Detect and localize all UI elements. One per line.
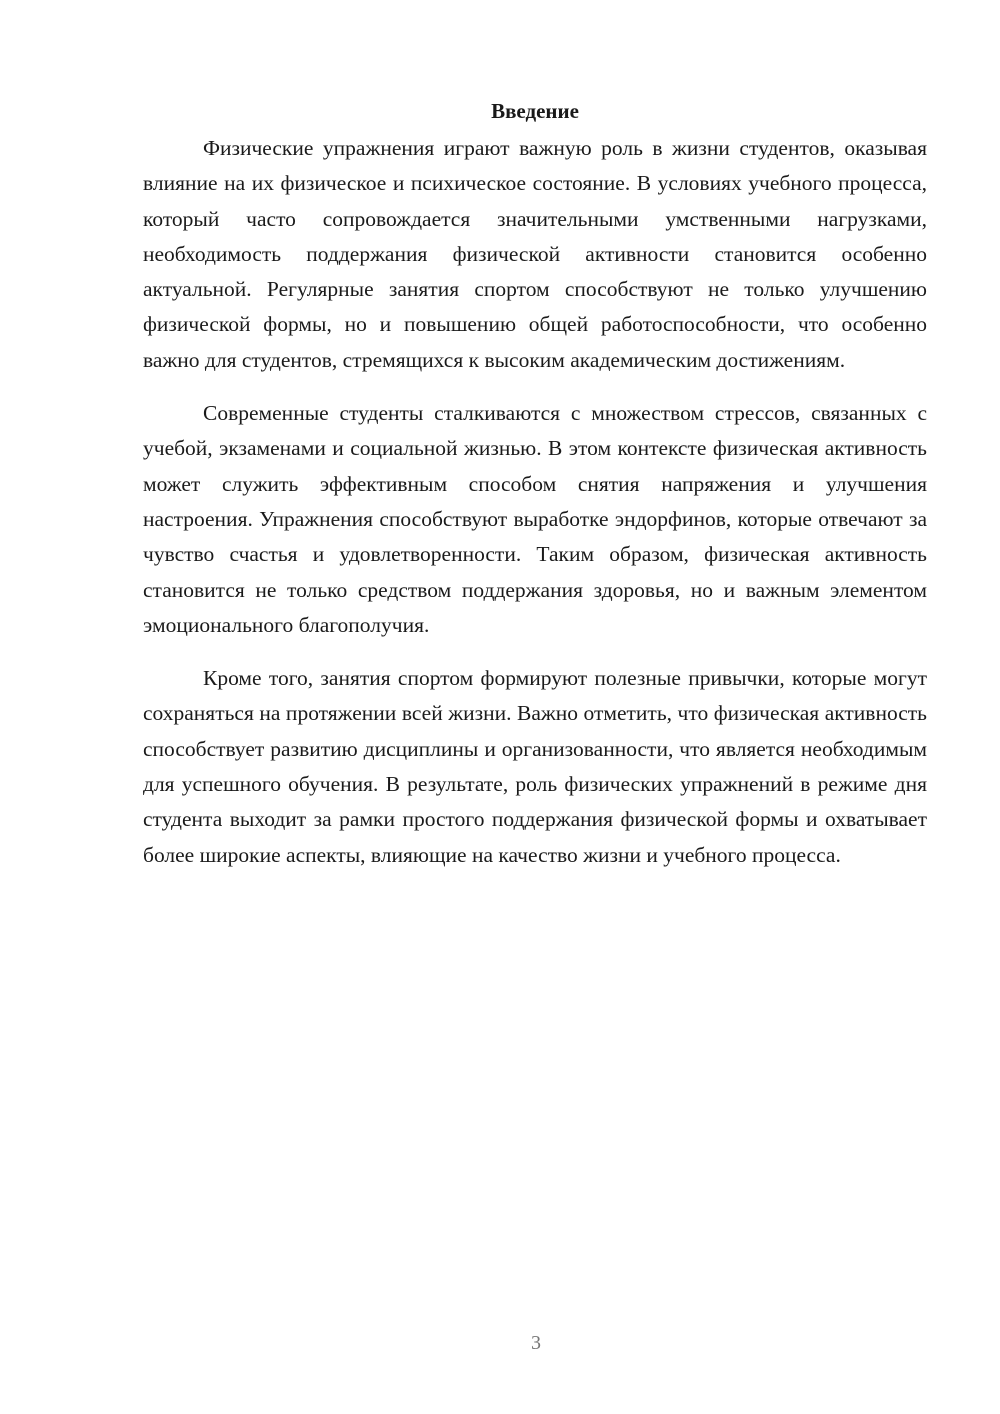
page-title <box>143 93 927 129</box>
paragraph-1: Физические упражнения играют важную роль в жизни студентов, оказывая влияние на их физическое и психическое состояние. В условиях учебного процесса, который часто сопровождается значительными умственными нагрузками, необходимость поддержания физической активности становится особенно актуальной. Регулярные занятия спортом способствуют не только улучшению физической формы, но и повышению общей работоспособности, что особенно важно для студентов, стремящихся к высоким академическим достижениям. <box>143 136 927 372</box>
paragraph-3: Кроме того, занятия спортом формируют полезные привычки, которые могут сохраняться на протяжении всей жизни. Важно отметить, что физическая активность способствует развитию дисциплины и организованности, что является необходимым для успешного обучения. В результате, роль физических упражнений в режиме дня студента выходит за рамки простого поддержания физической формы и охватывает более широкие аспекты, влияющие на качество жизни и учебного процесса. <box>143 666 927 867</box>
document-page <box>143 93 927 873</box>
paragraph-2: Современные студенты сталкиваются с множеством стрессов, связанных с учебой, экзаменами и социальной жизнью. В этом контексте физическая активность может служить эффективным способом снятия напряжения и улучшения настроения. Упражнения способствуют выработке эндорфинов, которые отвечают за чувство счастья и удовлетворенности. Таким образом, физическая активность становится не только средством поддержания здоровья, но и важным элементом эмоционального благополучия. <box>143 401 927 637</box>
heading-text: Введение <box>491 99 579 123</box>
page-number: 3 <box>531 1332 541 1354</box>
